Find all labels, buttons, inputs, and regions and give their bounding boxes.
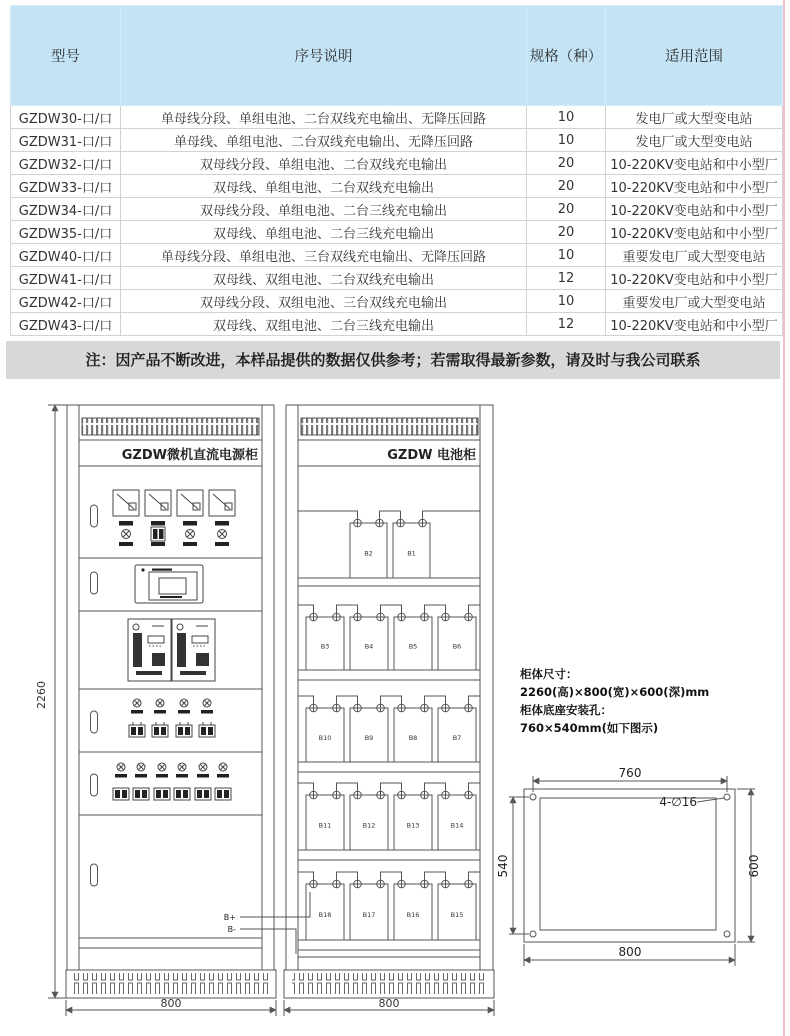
table-cell: 双母线分段、双组电池、三台双线充电输出 — [121, 290, 527, 313]
mounting-hole — [724, 794, 730, 800]
battery-label: B12 — [362, 821, 376, 830]
table-row — [11, 221, 783, 244]
table-cell: GZDW42-口/口 — [11, 290, 121, 313]
battery-label: B5 — [408, 642, 418, 651]
mount-dim-left-label: 540 — [496, 854, 510, 878]
table-row — [11, 129, 783, 152]
table-cell: 20 — [527, 198, 606, 221]
table-row — [11, 290, 783, 313]
table-cell: 10-220KV变电站和中小型厂 — [606, 221, 783, 244]
table-cell: GZDW41-口/口 — [11, 267, 121, 290]
info-line: 柜体底座安装孔： — [520, 703, 612, 717]
mounting-hole — [724, 931, 730, 937]
table-cell: 双母线、单组电池、二台三线充电输出 — [121, 221, 527, 244]
table-cell: 双母线、单组电池、二台双线充电输出 — [121, 175, 527, 198]
door-handle — [91, 864, 98, 886]
dim-power-width-label: 800 — [160, 997, 182, 1010]
battery-label: B15 — [450, 911, 464, 919]
technical-drawing — [0, 388, 790, 1036]
table-cell: 10-220KV变电站和中小型厂 — [606, 175, 783, 198]
table-header-row — [11, 6, 783, 106]
breaker-row-4 — [129, 699, 215, 737]
terminal-negative-label: B- — [227, 925, 236, 934]
table-row — [11, 313, 783, 336]
table-cell: 双母线分段、单组电池、二台双线充电输出 — [121, 152, 527, 175]
mount-dim-top-label: 760 — [618, 766, 642, 780]
col-header-model: 型号 — [11, 6, 121, 106]
breaker-row-6 — [113, 763, 231, 800]
battery-terminal-wiring — [240, 892, 310, 954]
table-cell: 20 — [527, 175, 606, 198]
door-handle — [91, 774, 98, 796]
cabinet-info-text — [520, 667, 709, 735]
battery-assembly — [298, 511, 480, 940]
battery-label: B4 — [364, 642, 374, 651]
table-cell: 双母线、双组电池、二台三线充电输出 — [121, 313, 527, 336]
table-cell: 单母线、单组电池、二台双线充电输出、无降压回路 — [121, 129, 527, 152]
dim-height-label: 2260 — [35, 681, 48, 709]
battery-label: B16 — [406, 911, 420, 919]
table-cell: 重要发电厂或大型变电站 — [606, 244, 783, 267]
table-cell: 20 — [527, 152, 606, 175]
mount-holes-label: 4-∅16 — [659, 795, 697, 809]
panel-meters — [113, 490, 235, 546]
battery-label: B13 — [406, 821, 420, 830]
mount-dim-right-label: 600 — [747, 854, 761, 878]
vent-grille — [301, 418, 478, 435]
terminal-positive-label: B+ — [223, 913, 236, 922]
info-line: 760×540mm(如下图示) — [520, 721, 659, 735]
table-cell: 20 — [527, 221, 606, 244]
table-cell: 10 — [527, 129, 606, 152]
col-header-spec: 规格（种） — [527, 6, 606, 106]
dim-battery-width-label: 800 — [378, 997, 400, 1010]
table-cell: 双母线分段、单组电池、二台三线充电输出 — [121, 198, 527, 221]
table-cell: 10 — [527, 106, 606, 129]
table-cell: 10-220KV变电站和中小型厂 — [606, 267, 783, 290]
mounting-hole — [530, 794, 536, 800]
battery-label: B18 — [318, 911, 332, 919]
battery-label: B6 — [452, 642, 462, 651]
table-cell: GZDW30-口/口 — [11, 106, 121, 129]
table-cell: 单母线分段、单组电池、二台双线充电输出、无降压回路 — [121, 106, 527, 129]
battery-label: B2 — [364, 549, 373, 558]
table-cell: GZDW31-口/口 — [11, 129, 121, 152]
mount-dim-bottom-label: 800 — [618, 945, 642, 959]
table-row — [11, 198, 783, 221]
monitor-module — [135, 565, 203, 603]
door-handle — [91, 572, 98, 594]
col-header-scope: 适用范围 — [606, 6, 783, 106]
table-cell: GZDW32-口/口 — [11, 152, 121, 175]
table-cell: GZDW40-口/口 — [11, 244, 121, 267]
table-cell: 10-220KV变电站和中小型厂 — [606, 313, 783, 336]
table-cell: 10-220KV变电站和中小型厂 — [606, 198, 783, 221]
battery-label: B9 — [364, 734, 374, 742]
info-line: 2260(高)×800(宽)×600(深)mm — [520, 685, 710, 699]
info-line: 柜体尺寸： — [520, 667, 578, 681]
base-vent-slats — [74, 973, 268, 994]
table-cell: 单母线分段、单组电池、三台双线充电输出、无降压回路 — [121, 244, 527, 267]
table-cell: 发电厂或大型变电站 — [606, 106, 783, 129]
table-row — [11, 267, 783, 290]
battery-label: B14 — [450, 821, 464, 830]
battery-label: B7 — [452, 734, 462, 742]
battery-label: B3 — [320, 642, 330, 651]
charger-modules — [128, 619, 215, 681]
table-row — [11, 244, 783, 267]
mounting-hole — [530, 931, 536, 937]
battery-label: B10 — [318, 734, 332, 742]
table-row — [11, 152, 783, 175]
table-cell: GZDW35-口/口 — [11, 221, 121, 244]
door-handle — [91, 505, 98, 527]
note-strip: 注：因产品不断改进，本样品提供的数据仅供参考；若需取得最新参数，请及时与我公司联系 — [6, 341, 780, 379]
model-spec-table — [10, 5, 783, 336]
table-cell: 发电厂或大型变电站 — [606, 129, 783, 152]
battery-cabinet-drawing — [284, 405, 494, 998]
table-cell: 10 — [527, 244, 606, 267]
table-cell: 12 — [527, 313, 606, 336]
table-cell: 双母线、双组电池、二台双线充电输出 — [121, 267, 527, 290]
battery-label: B8 — [408, 734, 418, 742]
table-cell: 10-220KV变电站和中小型厂 — [606, 152, 783, 175]
model-table-body — [11, 106, 783, 336]
table-cell: 12 — [527, 267, 606, 290]
power-cabinet-title: GZDW微机直流电源柜 — [121, 448, 258, 463]
table-cell: GZDW43-口/口 — [11, 313, 121, 336]
table-row — [11, 175, 783, 198]
table-cell: 重要发电厂或大型变电站 — [606, 290, 783, 313]
battery-label: B1 — [407, 549, 416, 558]
table-cell: GZDW33-口/口 — [11, 175, 121, 198]
table-row — [11, 106, 783, 129]
battery-label: B17 — [362, 911, 376, 919]
battery-cabinet-title: GZDW 电池柜 — [387, 448, 476, 463]
door-handle — [91, 711, 98, 733]
vent-grille — [82, 418, 259, 435]
col-header-description: 序号说明 — [121, 6, 527, 106]
mounting-base-diagram — [509, 776, 755, 966]
battery-label: B11 — [318, 821, 332, 830]
base-vent-slats — [292, 973, 486, 994]
table-cell: 10 — [527, 290, 606, 313]
table-cell: GZDW34-口/口 — [11, 198, 121, 221]
